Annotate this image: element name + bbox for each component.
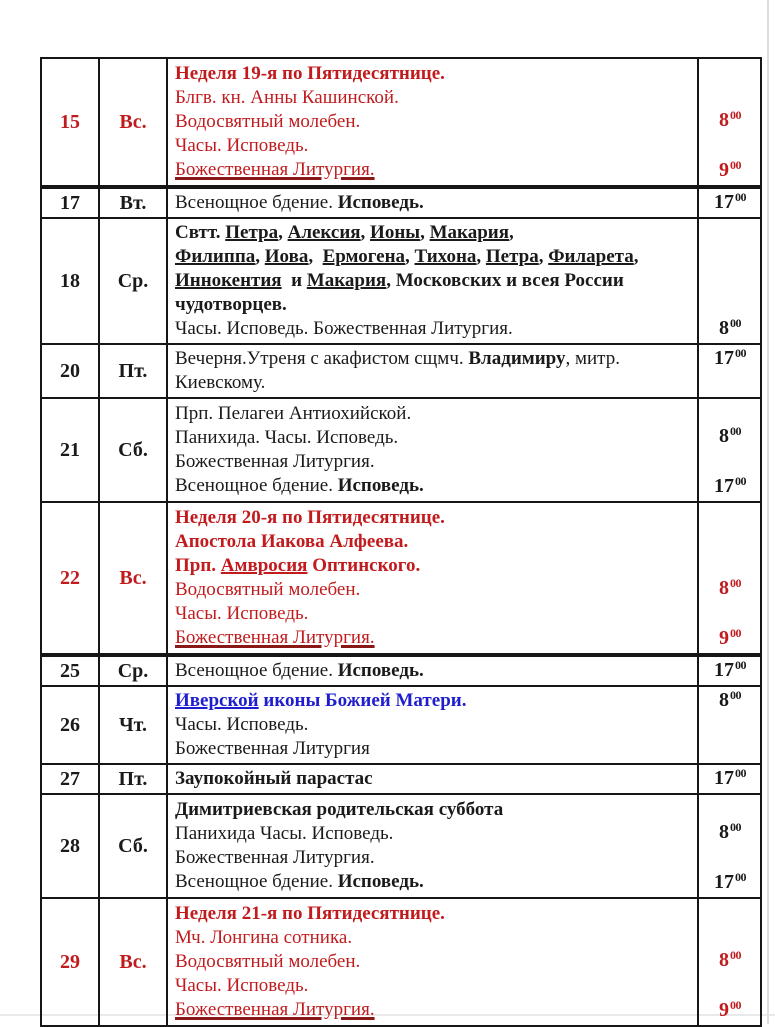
service-line bbox=[175, 602, 693, 626]
service-text: , bbox=[360, 222, 371, 243]
time-minutes-superscript: 00 bbox=[730, 688, 741, 702]
service-text: Макария bbox=[429, 222, 509, 243]
time-spacer-line bbox=[699, 504, 760, 528]
time-value bbox=[699, 998, 760, 1024]
service-line bbox=[175, 713, 693, 737]
day-cell: Вс. bbox=[99, 898, 167, 1026]
service-text: Исповедь. bbox=[337, 192, 424, 213]
service-text: Всенощное бдение. bbox=[175, 871, 338, 892]
time-value bbox=[699, 316, 760, 342]
service-line bbox=[175, 110, 693, 134]
time-spacer-line bbox=[699, 134, 760, 158]
time-hour: 9 bbox=[719, 999, 729, 1021]
service-text: Исповедь. bbox=[337, 660, 424, 681]
service-text: Амвросия bbox=[220, 555, 308, 576]
service-text: , bbox=[308, 246, 323, 267]
time-cell bbox=[698, 344, 761, 398]
service-text: Вечерня.Утреня с акафистом сщмч. bbox=[175, 348, 469, 369]
table-row bbox=[41, 187, 761, 218]
table-row bbox=[41, 686, 761, 764]
service-text: , bbox=[255, 246, 265, 267]
service-text: Тихона bbox=[414, 246, 477, 267]
service-text: Прп. Пелагеи Антиохийской. bbox=[175, 403, 412, 424]
service-text: , bbox=[509, 222, 514, 243]
service-text: Макария bbox=[306, 270, 387, 291]
time-cell bbox=[698, 218, 761, 344]
service-text: , Московских и всея России bbox=[386, 270, 624, 291]
time-cell bbox=[698, 655, 761, 686]
service-text: Ионы bbox=[370, 222, 421, 243]
service-line bbox=[175, 822, 693, 846]
time-spacer-line bbox=[699, 450, 760, 474]
service-text: Прп. bbox=[175, 555, 221, 576]
service-text: Димитриевская родительская суббота bbox=[175, 799, 504, 820]
time-spacer-line bbox=[699, 244, 760, 268]
time-hour: 9 bbox=[719, 159, 729, 181]
service-text: Всенощное бдение. bbox=[175, 192, 338, 213]
table-row bbox=[41, 502, 761, 655]
service-text: Часы. Исповедь. bbox=[175, 714, 309, 735]
day-cell: Вт. bbox=[99, 187, 167, 218]
service-line bbox=[175, 998, 693, 1022]
time-minutes-superscript: 00 bbox=[735, 658, 746, 672]
time-cell bbox=[698, 58, 761, 187]
page-scan-edge-right bbox=[767, 0, 769, 1024]
table-row bbox=[41, 764, 761, 794]
time-spacer-line bbox=[699, 846, 760, 870]
date-cell: 26 bbox=[41, 686, 99, 764]
service-text: , bbox=[538, 246, 549, 267]
time-hour: 8 bbox=[719, 821, 729, 843]
time-minutes-superscript: 00 bbox=[730, 316, 741, 330]
service-text: Всенощное бдение. bbox=[175, 475, 338, 496]
time-value bbox=[699, 474, 760, 500]
service-text: Водосвятный молебен. bbox=[175, 579, 361, 600]
service-line bbox=[175, 767, 693, 791]
service-line bbox=[175, 450, 693, 474]
service-text: Свтт. bbox=[175, 222, 226, 243]
service-line bbox=[175, 870, 693, 894]
service-text: Киевскому. bbox=[175, 372, 266, 393]
day-cell: Пт. bbox=[99, 344, 167, 398]
service-line bbox=[175, 689, 693, 713]
time-value bbox=[699, 346, 760, 372]
time-spacer-line bbox=[699, 60, 760, 84]
time-value bbox=[699, 766, 760, 792]
date-cell: 20 bbox=[41, 344, 99, 398]
time-spacer-line bbox=[699, 602, 760, 626]
table-row bbox=[41, 794, 761, 898]
time-hour: 17 bbox=[714, 659, 734, 681]
service-line bbox=[175, 371, 693, 395]
service-text: Петра bbox=[225, 222, 279, 243]
service-text: Неделя 19-я по Пятидесятнице. bbox=[175, 63, 445, 84]
service-text: Оптинского. bbox=[307, 555, 421, 576]
time-value bbox=[699, 948, 760, 974]
time-cell bbox=[698, 898, 761, 1026]
schedule-table-body bbox=[41, 58, 761, 1026]
service-line bbox=[175, 974, 693, 998]
time-spacer-line bbox=[699, 528, 760, 552]
time-value bbox=[699, 158, 760, 184]
service-line bbox=[175, 902, 693, 926]
service-text: Водосвятный молебен. bbox=[175, 111, 361, 132]
service-text: Божественная Литургия. bbox=[175, 451, 375, 472]
time-cell bbox=[698, 794, 761, 898]
time-hour: 17 bbox=[714, 191, 734, 213]
time-hour: 17 bbox=[714, 871, 734, 893]
time-cell bbox=[698, 686, 761, 764]
time-spacer-line bbox=[699, 900, 760, 924]
service-line bbox=[175, 317, 693, 341]
date-cell: 25 bbox=[41, 655, 99, 686]
service-text: Часы. Исповедь. bbox=[175, 135, 309, 156]
day-cell: Сб. bbox=[99, 398, 167, 502]
service-text: , bbox=[278, 222, 288, 243]
services-cell bbox=[167, 502, 698, 655]
service-text: Апостола Иакова Алфеева. bbox=[175, 531, 409, 552]
time-hour: 17 bbox=[714, 475, 734, 497]
table-row bbox=[41, 344, 761, 398]
service-text: чудотворцев. bbox=[175, 294, 287, 315]
service-text: Часы. Исповедь. bbox=[175, 975, 309, 996]
time-minutes-superscript: 00 bbox=[730, 626, 741, 640]
service-text: Мч. Лонгина сотника. bbox=[175, 927, 353, 948]
time-cell bbox=[698, 764, 761, 794]
service-schedule-table bbox=[40, 57, 762, 1027]
time-minutes-superscript: 00 bbox=[730, 820, 741, 834]
service-line bbox=[175, 347, 693, 371]
time-minutes-superscript: 00 bbox=[735, 474, 746, 488]
date-cell: 27 bbox=[41, 764, 99, 794]
day-cell: Вс. bbox=[99, 58, 167, 187]
services-cell bbox=[167, 344, 698, 398]
service-line bbox=[175, 506, 693, 530]
table-row bbox=[41, 898, 761, 1026]
day-cell: Ср. bbox=[99, 218, 167, 344]
day-cell: Сб. bbox=[99, 794, 167, 898]
service-text: Владимиру bbox=[468, 348, 566, 369]
service-text: Исповедь. bbox=[337, 475, 424, 496]
time-hour: 8 bbox=[719, 317, 729, 339]
time-value bbox=[699, 190, 760, 216]
service-text: , bbox=[633, 246, 639, 267]
service-text: Божественная Литургия. bbox=[175, 999, 375, 1020]
services-cell bbox=[167, 794, 698, 898]
date-cell: 18 bbox=[41, 218, 99, 344]
service-text: Божественная Литургия bbox=[175, 738, 370, 759]
day-cell: Чт. bbox=[99, 686, 167, 764]
time-cell bbox=[698, 187, 761, 218]
service-text: , bbox=[476, 246, 486, 267]
services-cell bbox=[167, 764, 698, 794]
services-cell bbox=[167, 686, 698, 764]
time-value bbox=[699, 820, 760, 846]
date-cell: 22 bbox=[41, 502, 99, 655]
service-line bbox=[175, 554, 693, 578]
time-spacer-line bbox=[699, 714, 760, 738]
service-text: Исповедь. bbox=[337, 871, 424, 892]
service-text: Неделя 20-я по Пятидесятнице. bbox=[175, 507, 445, 528]
service-line bbox=[175, 846, 693, 870]
time-spacer-line bbox=[699, 974, 760, 998]
time-minutes-superscript: 00 bbox=[735, 190, 746, 204]
table-row bbox=[41, 218, 761, 344]
service-line bbox=[175, 578, 693, 602]
service-line bbox=[175, 191, 693, 215]
service-line bbox=[175, 626, 693, 650]
date-cell: 29 bbox=[41, 898, 99, 1026]
service-text: Филиппа bbox=[175, 246, 256, 267]
time-value bbox=[699, 688, 760, 714]
time-hour: 8 bbox=[719, 109, 729, 131]
time-minutes-superscript: 00 bbox=[730, 576, 741, 590]
service-line bbox=[175, 134, 693, 158]
time-spacer-line bbox=[699, 400, 760, 424]
service-text: Блгв. кн. Анны Кашинской. bbox=[175, 87, 399, 108]
service-line bbox=[175, 269, 693, 293]
time-value bbox=[699, 626, 760, 652]
time-hour: 8 bbox=[719, 689, 729, 711]
time-hour: 9 bbox=[719, 627, 729, 649]
day-cell: Ср. bbox=[99, 655, 167, 686]
service-text: Ермогена bbox=[322, 246, 406, 267]
time-minutes-superscript: 00 bbox=[730, 424, 741, 438]
day-cell: Пт. bbox=[99, 764, 167, 794]
service-line bbox=[175, 798, 693, 822]
service-text: Филарета bbox=[548, 246, 634, 267]
date-cell: 21 bbox=[41, 398, 99, 502]
service-text: Иверской bbox=[175, 690, 259, 711]
time-value bbox=[699, 658, 760, 684]
service-line bbox=[175, 426, 693, 450]
service-text: Заупокойный парастас bbox=[175, 768, 373, 789]
services-cell bbox=[167, 218, 698, 344]
service-text: Божественная Литургия. bbox=[175, 159, 375, 180]
service-line bbox=[175, 474, 693, 498]
time-spacer-line bbox=[699, 292, 760, 316]
service-text: Всенощное бдение. bbox=[175, 660, 338, 681]
time-minutes-superscript: 00 bbox=[730, 998, 741, 1012]
service-line bbox=[175, 221, 693, 245]
time-minutes-superscript: 00 bbox=[730, 158, 741, 172]
service-text: и bbox=[281, 270, 307, 291]
time-value bbox=[699, 424, 760, 450]
table-row bbox=[41, 398, 761, 502]
service-line bbox=[175, 659, 693, 683]
date-cell: 17 bbox=[41, 187, 99, 218]
services-cell bbox=[167, 655, 698, 686]
time-cell bbox=[698, 502, 761, 655]
time-spacer-line bbox=[699, 924, 760, 948]
table-row bbox=[41, 58, 761, 187]
time-hour: 8 bbox=[719, 577, 729, 599]
service-text: , bbox=[420, 222, 430, 243]
service-line bbox=[175, 62, 693, 86]
service-text: Божественная Литургия. bbox=[175, 627, 375, 648]
date-cell: 15 bbox=[41, 58, 99, 187]
time-minutes-superscript: 00 bbox=[735, 346, 746, 360]
time-spacer-line bbox=[699, 738, 760, 762]
service-text: Часы. Исповедь. Божественная Литургия. bbox=[175, 318, 513, 339]
service-text: Панихида Часы. Исповедь. bbox=[175, 823, 394, 844]
service-text: Водосвятный молебен. bbox=[175, 951, 361, 972]
services-cell bbox=[167, 398, 698, 502]
service-line bbox=[175, 950, 693, 974]
time-hour: 17 bbox=[714, 347, 734, 369]
service-text: Алексия bbox=[287, 222, 361, 243]
time-spacer-line bbox=[699, 84, 760, 108]
time-hour: 17 bbox=[714, 767, 734, 789]
service-line bbox=[175, 926, 693, 950]
service-text: Иннокентия bbox=[175, 270, 282, 291]
time-minutes-superscript: 00 bbox=[735, 766, 746, 780]
time-spacer-line bbox=[699, 372, 760, 396]
service-line bbox=[175, 86, 693, 110]
service-text: Панихида. Часы. Исповедь. bbox=[175, 427, 399, 448]
service-line bbox=[175, 530, 693, 554]
service-text: , митр. bbox=[565, 348, 620, 369]
time-value bbox=[699, 108, 760, 134]
service-text: Часы. Исповедь. bbox=[175, 603, 309, 624]
time-value bbox=[699, 576, 760, 602]
services-cell bbox=[167, 58, 698, 187]
services-cell bbox=[167, 187, 698, 218]
date-cell: 28 bbox=[41, 794, 99, 898]
time-spacer-line bbox=[699, 796, 760, 820]
services-cell bbox=[167, 898, 698, 1026]
service-line bbox=[175, 158, 693, 182]
time-minutes-superscript: 00 bbox=[735, 870, 746, 884]
service-text: , bbox=[405, 246, 415, 267]
service-line bbox=[175, 737, 693, 761]
service-text: Петра bbox=[485, 246, 539, 267]
service-text: иконы Божией Матери. bbox=[258, 690, 467, 711]
time-cell bbox=[698, 398, 761, 502]
service-text: Иова bbox=[264, 246, 309, 267]
service-line bbox=[175, 293, 693, 317]
service-text: Божественная Литургия. bbox=[175, 847, 375, 868]
table-row bbox=[41, 655, 761, 686]
time-hour: 8 bbox=[719, 949, 729, 971]
service-text: Неделя 21-я по Пятидесятнице. bbox=[175, 903, 445, 924]
time-value bbox=[699, 870, 760, 896]
time-hour: 8 bbox=[719, 425, 729, 447]
time-spacer-line bbox=[699, 552, 760, 576]
day-cell: Вс. bbox=[99, 502, 167, 655]
time-spacer-line bbox=[699, 268, 760, 292]
time-minutes-superscript: 00 bbox=[730, 108, 741, 122]
service-line bbox=[175, 245, 693, 269]
service-line bbox=[175, 402, 693, 426]
time-spacer-line bbox=[699, 220, 760, 244]
time-minutes-superscript: 00 bbox=[730, 948, 741, 962]
